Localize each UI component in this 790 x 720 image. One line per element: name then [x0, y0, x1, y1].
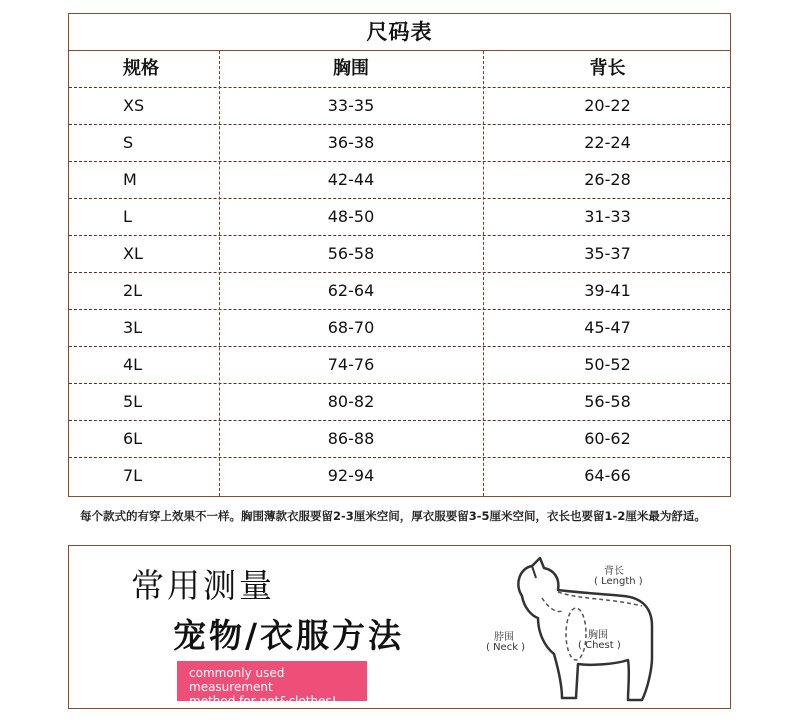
- back-length-label-cn: 背长: [604, 566, 624, 577]
- dog-outline-icon: [492, 548, 672, 708]
- row-divider: [69, 383, 730, 384]
- chest-label-en: ( Chest ): [578, 640, 621, 651]
- size-cell: 6L: [123, 429, 143, 448]
- chest-cell: 48-50: [327, 207, 375, 226]
- row-divider: [69, 346, 730, 347]
- size-cell: XL: [123, 244, 143, 263]
- row-divider: [69, 161, 730, 162]
- table-row: [69, 458, 730, 494]
- size-cell: S: [123, 133, 134, 152]
- size-cell: 5L: [123, 392, 143, 411]
- back-length-label-en: ( Length ): [594, 576, 643, 587]
- size-cell: 2L: [123, 281, 143, 300]
- neck-label-cn: 脖围: [494, 632, 514, 643]
- table-row: [69, 125, 730, 161]
- table-row: [69, 421, 730, 457]
- header-back-length: 背长: [589, 58, 626, 79]
- table-row: [69, 88, 730, 124]
- neck-label-en: ( Neck ): [486, 642, 526, 653]
- row-divider: [69, 235, 730, 236]
- size-table: [68, 13, 731, 497]
- row-divider: [69, 124, 730, 125]
- row-divider: [69, 420, 730, 421]
- size-cell: 4L: [123, 355, 143, 374]
- fit-note: 每个款式的有穿上效果不一样。胸围薄款衣服要留2-3厘米空间，厚衣服要留3-5厘米空间，衣长也要留1-2厘米最为舒适。: [80, 509, 706, 523]
- table-row: [69, 347, 730, 383]
- chest-cell: 68-70: [327, 318, 375, 337]
- size-cell: L: [123, 207, 132, 226]
- row-divider: [69, 309, 730, 310]
- chest-cell: 33-35: [327, 96, 375, 115]
- chest-cell: 56-58: [327, 244, 375, 263]
- table-row: [69, 236, 730, 272]
- table-title: 尺码表: [366, 20, 433, 44]
- back-length-cell: 35-37: [584, 244, 631, 263]
- row-divider: [69, 272, 730, 273]
- back-length-cell: 31-33: [584, 207, 631, 226]
- panel-heading-line1: 常用测量: [131, 566, 275, 605]
- back-length-cell: 20-22: [584, 96, 631, 115]
- back-length-cell: 39-41: [584, 281, 631, 300]
- back-length-cell: 22-24: [584, 133, 631, 152]
- row-divider: [69, 457, 730, 458]
- chest-cell: 80-82: [327, 392, 375, 411]
- english-banner: [177, 661, 367, 708]
- table-row: [69, 384, 730, 420]
- back-length-cell: 60-62: [584, 429, 631, 448]
- back-length-cell: 45-47: [584, 318, 631, 337]
- size-cell: 3L: [123, 318, 143, 337]
- chest-label-cn: 胸围: [588, 630, 608, 641]
- header-chest: 胸围: [333, 58, 369, 79]
- dog-measurement-diagram: [486, 548, 672, 708]
- table-row: [69, 310, 730, 346]
- back-length-cell: 64-66: [584, 466, 631, 485]
- header-divider: [69, 87, 730, 88]
- measurement-panel: [68, 545, 731, 709]
- chest-cell: 42-44: [327, 170, 375, 189]
- table-header-row: [69, 51, 730, 87]
- column-divider-1: [219, 51, 220, 496]
- back-length-cell: 56-58: [584, 392, 631, 411]
- chest-cell: 86-88: [327, 429, 375, 448]
- panel-heading-line2: 宠物/衣服方法: [173, 616, 405, 655]
- table-row: [69, 199, 730, 235]
- back-length-cell: 50-52: [584, 355, 631, 374]
- chest-cell: 62-64: [327, 281, 375, 300]
- column-divider-2: [483, 51, 484, 496]
- banner-line1: commonly used measurement: [189, 666, 285, 694]
- table-row: [69, 162, 730, 198]
- table-row: [69, 273, 730, 309]
- size-cell: M: [123, 170, 137, 189]
- chest-cell: 92-94: [327, 466, 375, 485]
- size-cell: XS: [123, 96, 145, 115]
- back-length-cell: 26-28: [584, 170, 631, 189]
- header-size: 规格: [123, 58, 159, 79]
- row-divider: [69, 198, 730, 199]
- size-cell: 7L: [123, 466, 143, 485]
- banner-line2: method for pet&clothes!: [189, 694, 337, 708]
- chest-cell: 36-38: [327, 133, 375, 152]
- chest-cell: 74-76: [327, 355, 375, 374]
